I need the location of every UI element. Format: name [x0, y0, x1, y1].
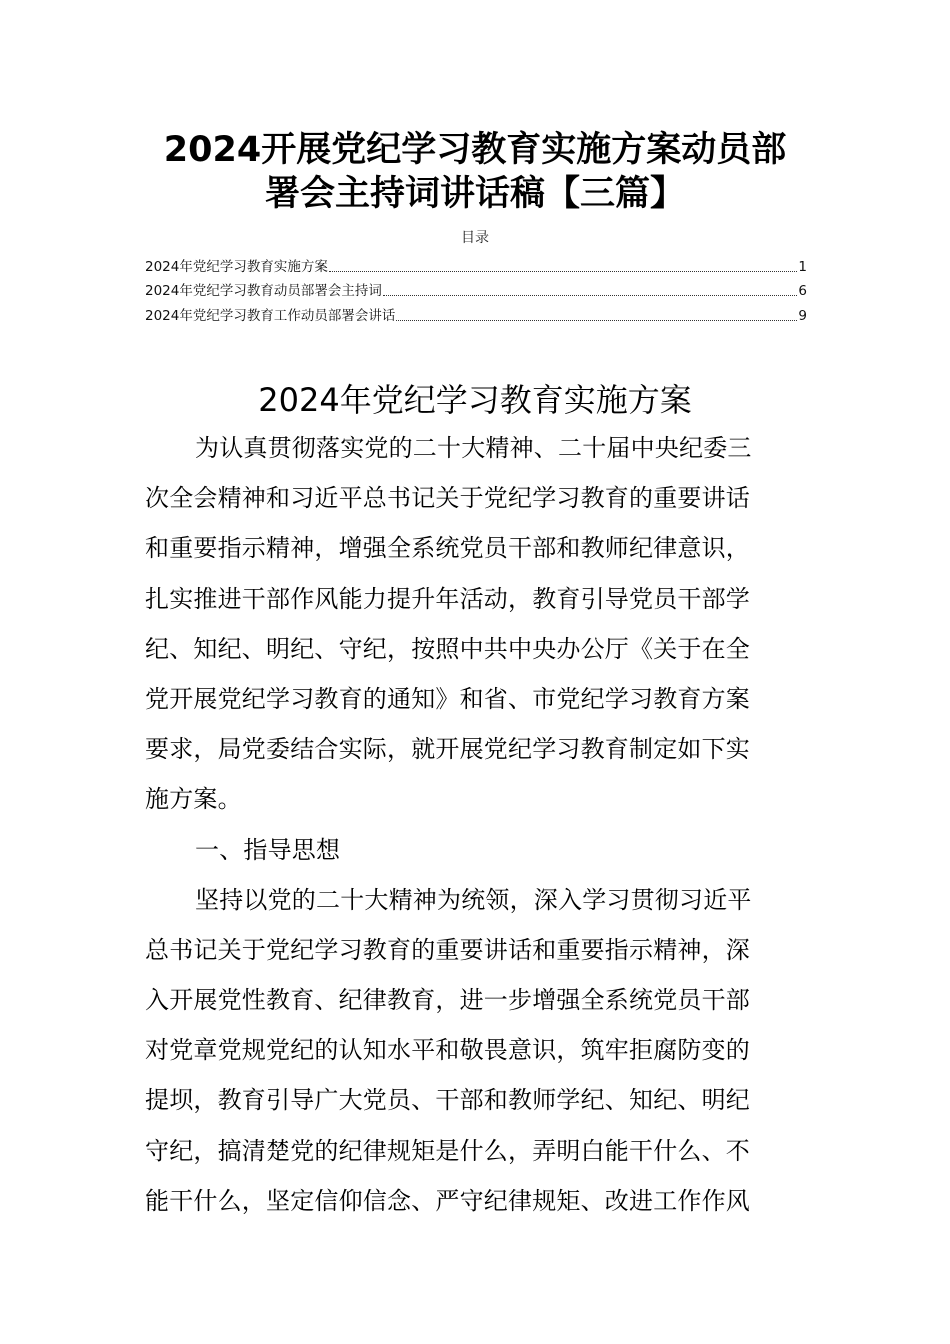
- toc-leader-dots: [329, 270, 798, 272]
- toc-entry[interactable]: [145, 301, 807, 326]
- toc-entry-page[interactable]: 6: [798, 283, 807, 299]
- paragraph-line: 要求，局党委结合实际，就开展党纪学习教育制定如下实: [145, 735, 750, 764]
- paragraph-line: 守纪，搞清楚党的纪律规矩是什么，弄明白能干什么、不: [145, 1136, 750, 1165]
- paragraph-line: 扎实推进干部作风能力提升年活动，教育引导党员干部学: [145, 584, 750, 613]
- toc-leader-dots: [383, 294, 798, 296]
- paragraph-line: 施方案。: [145, 785, 242, 814]
- table-of-contents: [145, 252, 807, 326]
- paragraph-line: 为认真贯彻落实党的二十大精神、二十届中央纪委三: [195, 434, 752, 462]
- toc-entry-page[interactable]: 1: [798, 258, 807, 275]
- paragraph-line: 和重要指示精神，增强全系统党员干部和教师纪律意识，: [145, 534, 750, 563]
- toc-entry-label[interactable]: 2024年党纪学习教育动员部署会主持词: [145, 283, 382, 299]
- document-title-line: 2024开展党纪学习教育实施方案动员部: [163, 130, 787, 170]
- toc-entry-label[interactable]: 2024年党纪学习教育工作动员部署会讲话: [145, 307, 396, 324]
- paragraph-line: 坚持以党的二十大精神为统领，深入学习贯彻习近平: [195, 885, 752, 914]
- toc-entry-page[interactable]: 9: [798, 307, 807, 324]
- paragraph-line: 次全会精神和习近平总书记关于党纪学习教育的重要讲话: [145, 484, 750, 513]
- paragraph-line: 能干什么，坚定信仰信念、严守纪律规矩、改进工作作风: [145, 1186, 750, 1215]
- document-title: [145, 128, 805, 216]
- subsection-heading: 一、指导思想: [195, 835, 341, 864]
- paragraph-line: 入开展党性教育、纪律教育，进一步增强全系统党员干部: [145, 986, 750, 1015]
- toc-entry[interactable]: [145, 277, 807, 302]
- toc-leader-dots: [396, 319, 797, 321]
- document-title-line: 署会主持词讲话稿【三篇】: [264, 174, 685, 214]
- paragraph-line: 总书记关于党纪学习教育的重要讲话和重要指示精神，深: [145, 935, 750, 964]
- document-body: [145, 425, 810, 1228]
- paragraph-line: 纪、知纪、明纪、守纪，按照中共中央办公厅《关于在全: [145, 634, 750, 663]
- section-title: 2024年党纪学习教育实施方案: [258, 381, 692, 419]
- paragraph-line: 提坝，教育引导广大党员、干部和教师学纪、知纪、明纪: [145, 1086, 750, 1115]
- toc-heading: 目录: [461, 230, 489, 246]
- paragraph-line: 党开展党纪学习教育的通知》和省、市党纪学习教育方案: [145, 684, 750, 713]
- toc-entry[interactable]: [145, 252, 807, 277]
- toc-entry-label[interactable]: 2024年党纪学习教育实施方案: [145, 258, 328, 275]
- paragraph-line: 对党章党规党纪的认知水平和敬畏意识，筑牢拒腐防变的: [145, 1036, 750, 1065]
